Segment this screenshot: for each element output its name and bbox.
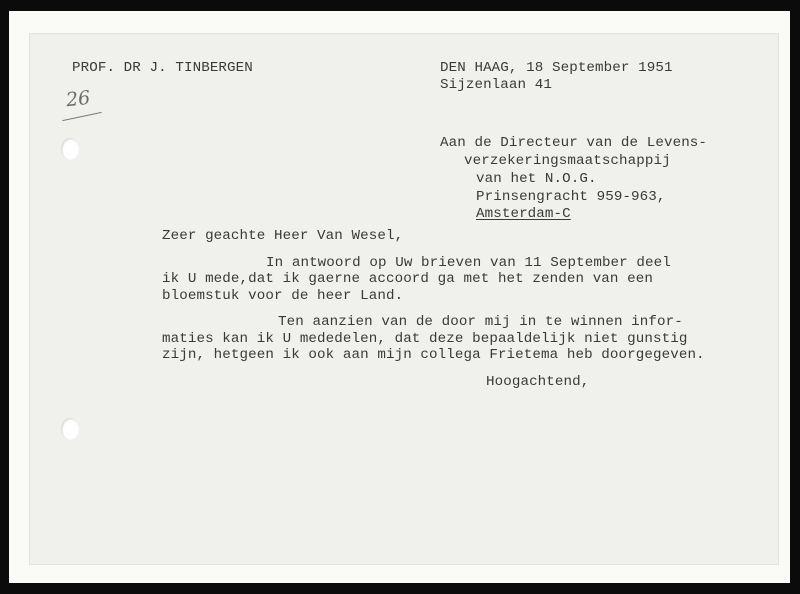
salutation: Zeer geachte Heer Van Wesel,	[162, 228, 404, 244]
recipient-city: Amsterdam-C	[476, 206, 571, 222]
recipient-line: Prinsengracht 959-963,	[476, 189, 666, 205]
handwritten-number: 26	[64, 86, 92, 112]
letter-page	[30, 34, 778, 564]
body-line: Ten aanzien van de door mij in te winnen infor-	[278, 314, 683, 330]
sender-name: PROF. DR J. TINBERGEN	[72, 60, 253, 76]
punch-hole-bottom	[61, 418, 79, 440]
closing: Hoogachtend,	[486, 374, 590, 390]
recipient-line: Aan de Directeur van de Levens-	[440, 135, 708, 151]
sender-street: Sijzenlaan 41	[440, 77, 552, 93]
body-line: ik U mede,dat ik gaerne accoord ga met het zenden van een	[162, 271, 653, 287]
body-line: bloemstuk voor de heer Land.	[162, 288, 404, 304]
recipient-line: verzekeringsmaatschappij	[464, 153, 671, 169]
body-line: maties kan ik U mededelen, dat deze bepaaldelijk niet gunstig	[162, 331, 688, 347]
recipient-line: van het N.O.G.	[476, 171, 597, 187]
place-date: DEN HAAG, 18 September 1951	[440, 60, 673, 76]
body-line: zijn, hetgeen ik ook aan mijn collega Frietema heb doorgegeven.	[162, 347, 705, 363]
body-line: In antwoord op Uw brieven van 11 September deel	[266, 255, 671, 271]
punch-hole-top	[61, 138, 79, 160]
